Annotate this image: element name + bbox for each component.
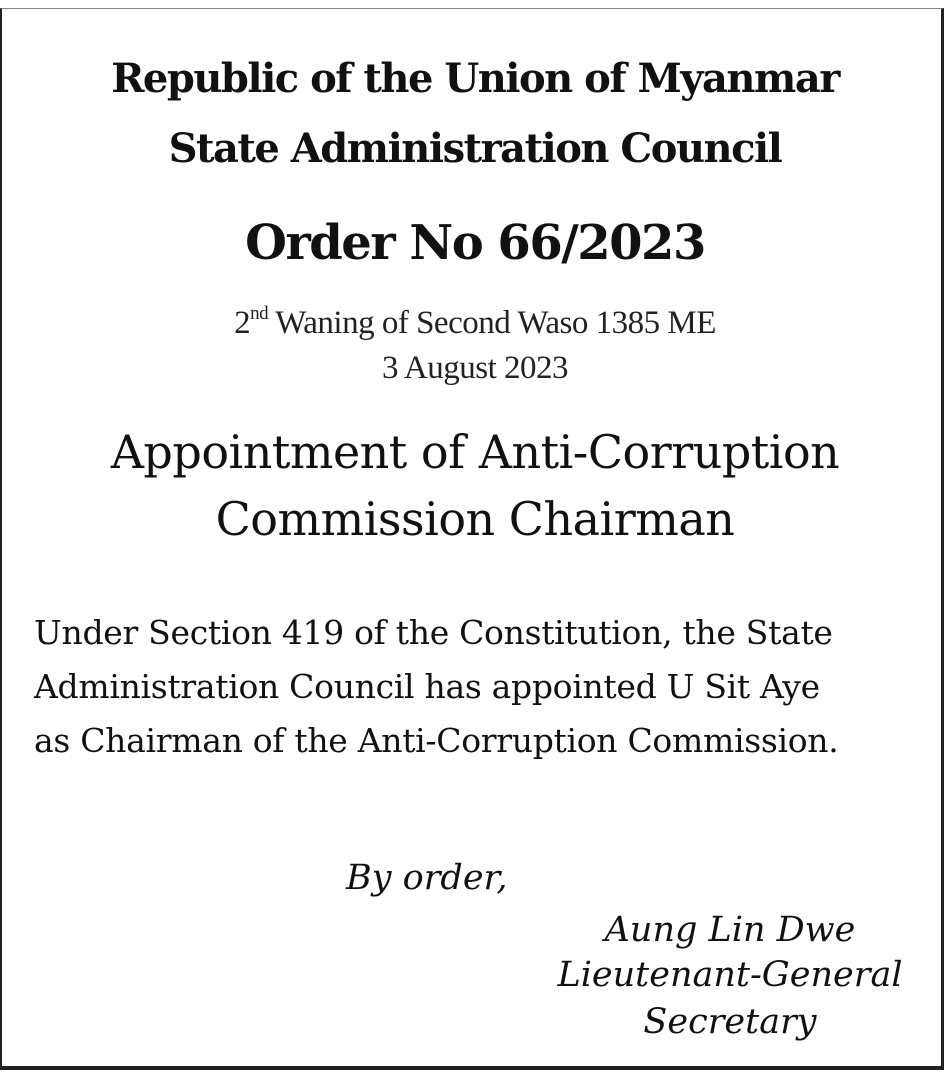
- order-number: Order No 66/2023: [245, 215, 705, 271]
- header-council: State Administration Council: [168, 125, 782, 172]
- order-title-line-1: Appointment of Anti-Corruption: [110, 425, 840, 479]
- header-country: Republic of the Union of Myanmar: [111, 55, 839, 102]
- by-order: By order,: [346, 858, 508, 898]
- order-date-gregorian: 3 August 2023: [381, 350, 569, 386]
- signatory-rank: Lieutenant-General: [557, 955, 903, 995]
- date-ordinal-number: 2: [234, 305, 251, 341]
- signatory-position: Secretary: [643, 1002, 817, 1042]
- body-line-2: Administration Council has appointed U Sit Aye: [34, 667, 820, 706]
- order-date-lunar: [0, 305, 950, 342]
- body-line-3: as Chairman of the Anti-Corruption Commission.: [34, 721, 839, 760]
- order-title-line-2: Commission Chairman: [215, 492, 735, 546]
- signatory-name: Aung Lin Dwe: [604, 910, 856, 950]
- date-ordinal-suffix: nd: [250, 303, 269, 324]
- date-lunar-text: Waning of Second Waso 1385 ME: [268, 305, 716, 341]
- body-line-1: Under Section 419 of the Constitution, the State: [34, 613, 833, 652]
